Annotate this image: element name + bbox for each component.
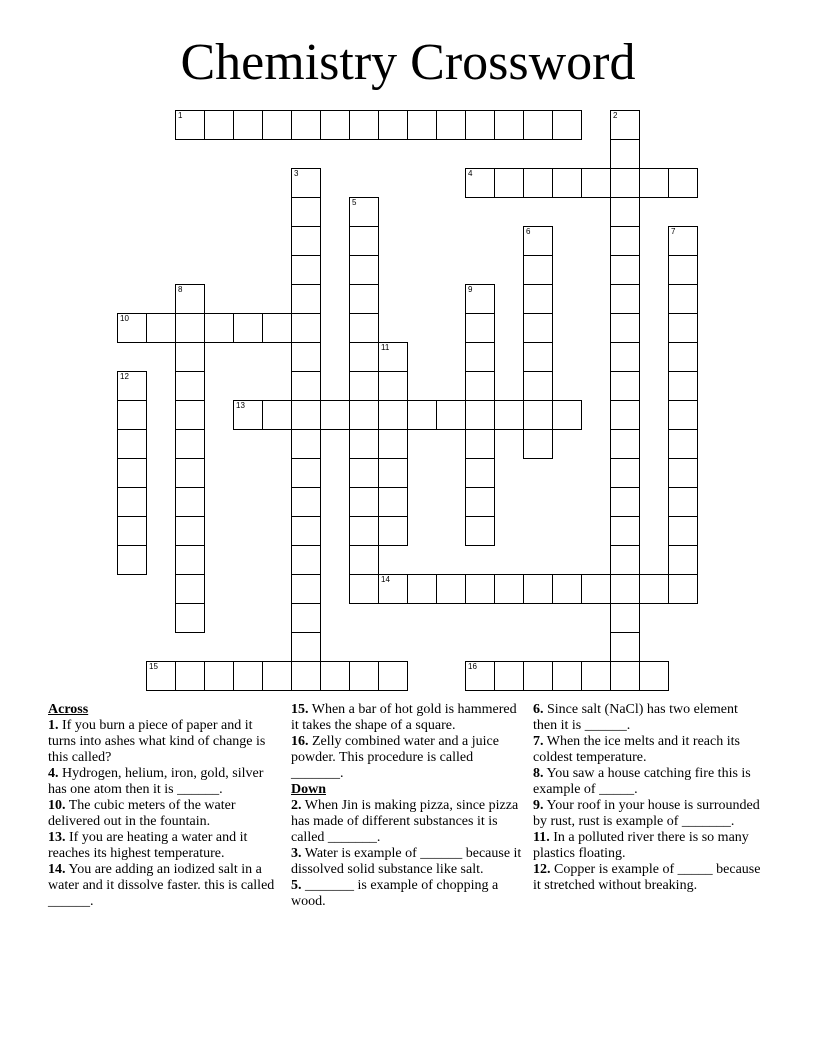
crossword-cell[interactable] [378,110,408,140]
crossword-cell[interactable] [610,516,640,546]
clue-number-label: 16. [291,734,309,749]
down-clue [533,702,765,734]
clue-number-label: 14. [48,862,66,877]
crossword-cell[interactable] [668,255,698,285]
crossword-cell[interactable] [610,429,640,459]
clue-column-3 [533,702,765,894]
crossword-cell[interactable] [581,661,611,691]
crossword-cell[interactable] [494,661,524,691]
crossword-cell[interactable] [349,226,379,256]
clue-text: When the ice melts and it reach its coldest temperature. [533,734,740,765]
crossword-cell[interactable] [291,255,321,285]
clue-number: 6 [526,227,531,236]
clue-text: You saw a house catching fire this is example of _____. [533,766,751,797]
crossword-cell[interactable] [291,545,321,575]
clue-number: 2 [613,111,618,120]
crossword-cell[interactable] [349,574,379,604]
crossword-cell[interactable] [552,110,582,140]
crossword-cell[interactable] [523,429,553,459]
crossword-cell[interactable] [117,429,147,459]
across-clue [48,766,280,798]
crossword-cell[interactable] [349,516,379,546]
crossword-cell[interactable] [523,168,553,198]
clue-column-2 [291,702,523,910]
crossword-cell[interactable] [639,661,669,691]
crossword-cell[interactable] [117,516,147,546]
crossword-cell[interactable] [175,487,205,517]
crossword-cell[interactable] [465,429,495,459]
crossword-cell[interactable] [349,487,379,517]
crossword-cell[interactable] [668,371,698,401]
crossword-cell[interactable] [378,516,408,546]
clue-number-label: 3. [291,846,302,861]
crossword-cell[interactable] [610,284,640,314]
crossword-cell[interactable] [465,313,495,343]
crossword-cell[interactable] [349,371,379,401]
crossword-cell[interactable] [407,400,437,430]
clue-number-label: 9. [533,798,544,813]
crossword-cell[interactable] [465,487,495,517]
crossword-cell[interactable] [291,574,321,604]
crossword-cell[interactable] [581,168,611,198]
down-clue [533,862,765,894]
crossword-cell[interactable] [407,110,437,140]
crossword-cell[interactable] [610,632,640,662]
crossword-cell[interactable] [175,516,205,546]
clue-number: 7 [671,227,676,236]
crossword-cell[interactable] [610,458,640,488]
clue-number-label: 10. [48,798,66,813]
crossword-cell[interactable] [436,574,466,604]
crossword-cell[interactable] [349,197,379,227]
crossword-cell[interactable] [552,400,582,430]
crossword-cell[interactable] [668,342,698,372]
crossword-cell[interactable] [465,168,495,198]
crossword-cell[interactable] [523,255,553,285]
crossword-cell[interactable] [552,574,582,604]
crossword-cell[interactable] [291,632,321,662]
crossword-cell[interactable] [668,516,698,546]
crossword-cell[interactable] [378,458,408,488]
crossword-cell[interactable] [349,313,379,343]
crossword-cell[interactable] [436,400,466,430]
crossword-cell[interactable] [610,603,640,633]
crossword-cell[interactable] [523,574,553,604]
across-clue [291,702,523,734]
clue-text: In a polluted river there is so many plastics floating. [533,830,749,861]
crossword-cell[interactable] [610,139,640,169]
crossword-cell[interactable] [465,400,495,430]
crossword-cell[interactable] [146,313,176,343]
crossword-cell[interactable] [291,400,321,430]
crossword-cell[interactable] [233,400,263,430]
crossword-cell[interactable] [291,342,321,372]
crossword-cell[interactable] [349,255,379,285]
clue-text: Hydrogen, helium, iron, gold, silver has one atom then it is ______. [48,766,264,797]
crossword-cell[interactable] [523,371,553,401]
crossword-cell[interactable] [175,313,205,343]
crossword-cell[interactable] [349,458,379,488]
clue-text: Zelly combined water and a juice powder. This procedure is called _______. [291,734,499,781]
crossword-cell[interactable] [204,313,234,343]
crossword-cell[interactable] [349,110,379,140]
crossword-cell[interactable] [523,226,553,256]
down-clue [291,878,523,910]
clue-number: 4 [468,169,473,178]
crossword-cell[interactable] [523,400,553,430]
crossword-cell[interactable] [465,661,495,691]
crossword-cell[interactable] [610,661,640,691]
clue-number: 16 [468,662,477,671]
crossword-cell[interactable] [175,545,205,575]
clue-number: 3 [294,169,299,178]
clue-number: 15 [149,662,158,671]
crossword-cell[interactable] [117,400,147,430]
crossword-cell[interactable] [378,487,408,517]
clue-number-label: 4. [48,766,59,781]
clue-text: Water is example of ______ because it dissolved solid substance like salt. [291,846,522,877]
across-clue [291,734,523,782]
clue-text: _______ is example of chopping a wood. [291,878,499,909]
clue-number: 1 [178,111,183,120]
crossword-cell[interactable] [494,110,524,140]
crossword-cell[interactable] [291,110,321,140]
crossword-cell[interactable] [233,110,263,140]
crossword-cell[interactable] [349,342,379,372]
crossword-cell[interactable] [175,603,205,633]
crossword-cell[interactable] [668,458,698,488]
down-clue [291,798,523,846]
crossword-cell[interactable] [262,400,292,430]
crossword-cell[interactable] [320,661,350,691]
clue-text: You are adding an iodized salt in a water and it dissolve faster. this is called ______. [48,862,275,909]
crossword-cell[interactable] [262,661,292,691]
crossword-cell[interactable] [175,400,205,430]
crossword-cell[interactable] [465,574,495,604]
crossword-cell[interactable] [668,487,698,517]
crossword-cell[interactable] [349,400,379,430]
clue-text: When a bar of hot gold is hammered it takes the shape of a square. [291,702,517,733]
crossword-cell[interactable] [610,400,640,430]
crossword-cell[interactable] [117,313,147,343]
clue-number: 8 [178,285,183,294]
crossword-cell[interactable] [639,168,669,198]
crossword-cell[interactable] [668,168,698,198]
crossword-cell[interactable] [117,545,147,575]
crossword-cell[interactable] [175,342,205,372]
page-title: Chemistry Crossword [180,34,636,91]
clue-number-label: 6. [533,702,544,717]
crossword-cell[interactable] [552,168,582,198]
crossword-cell[interactable] [465,371,495,401]
clue-text: The cubic meters of the water delivered out in the fountain. [48,798,236,829]
clue-number-label: 7. [533,734,544,749]
crossword-cell[interactable] [175,110,205,140]
crossword-cell[interactable] [291,516,321,546]
crossword-cell[interactable] [349,429,379,459]
clue-number: 11 [381,343,390,352]
crossword-cell[interactable] [204,661,234,691]
down-heading: Down [291,782,327,797]
crossword-cell[interactable] [465,516,495,546]
crossword-cell[interactable] [523,313,553,343]
crossword-cell[interactable] [117,458,147,488]
crossword-cell[interactable] [175,429,205,459]
clue-column-1 [48,702,280,910]
crossword-cell[interactable] [291,226,321,256]
clue-number-label: 15. [291,702,309,717]
clue-number-label: 5. [291,878,302,893]
crossword-cell[interactable] [668,313,698,343]
crossword-cell[interactable] [668,284,698,314]
crossword-cell[interactable] [668,400,698,430]
clue-number-label: 8. [533,766,544,781]
crossword-cell[interactable] [494,574,524,604]
clue-number-label: 13. [48,830,66,845]
crossword-cell[interactable] [146,661,176,691]
crossword-cell[interactable] [291,168,321,198]
crossword-cell[interactable] [175,661,205,691]
crossword-cell[interactable] [349,284,379,314]
clue-number-label: 12. [533,862,551,877]
crossword-cell[interactable] [610,342,640,372]
crossword-cell[interactable] [378,400,408,430]
crossword-cell[interactable] [349,661,379,691]
crossword-cell[interactable] [494,400,524,430]
crossword-cell[interactable] [465,284,495,314]
crossword-cell[interactable] [320,110,350,140]
across-clue [48,718,280,766]
down-clue [533,766,765,798]
crossword-cell[interactable] [465,458,495,488]
crossword-cell[interactable] [291,313,321,343]
crossword-cell[interactable] [494,168,524,198]
crossword-cell[interactable] [175,458,205,488]
crossword-cell[interactable] [668,574,698,604]
across-clue [48,798,280,830]
crossword-cell[interactable] [262,313,292,343]
crossword-cell[interactable] [523,342,553,372]
clue-number: 14 [381,575,390,584]
crossword-cell[interactable] [233,313,263,343]
crossword-cell[interactable] [204,110,234,140]
crossword-cell[interactable] [117,371,147,401]
crossword-cell[interactable] [262,110,292,140]
crossword-cell[interactable] [465,342,495,372]
crossword-cell[interactable] [610,110,640,140]
crossword-cell[interactable] [291,661,321,691]
crossword-cell[interactable] [291,603,321,633]
down-clue [533,830,765,862]
crossword-cell[interactable] [610,313,640,343]
crossword-cell[interactable] [610,255,640,285]
crossword-cell[interactable] [349,545,379,575]
crossword-cell[interactable] [552,661,582,691]
down-clue [533,734,765,766]
crossword-cell[interactable] [291,458,321,488]
crossword-cell[interactable] [175,284,205,314]
crossword-cell[interactable] [581,574,611,604]
clue-text: When Jin is making pizza, since pizza has made of different substances it is called _______. [291,798,519,845]
crossword-cell[interactable] [291,371,321,401]
across-clue [48,862,280,910]
crossword-cell[interactable] [668,226,698,256]
crossword-cell[interactable] [610,168,640,198]
crossword-cell[interactable] [523,110,553,140]
crossword-cell[interactable] [610,574,640,604]
clue-text: Your roof in your house is surrounded by rust, rust is example of _______. [533,798,760,829]
clue-number: 9 [468,285,473,294]
crossword-cell[interactable] [610,371,640,401]
clue-text: Copper is example of _____ because it stretched without breaking. [533,862,761,893]
crossword-cell[interactable] [378,429,408,459]
crossword-cell[interactable] [523,284,553,314]
crossword-cell[interactable] [378,574,408,604]
crossword-cell[interactable] [668,545,698,575]
crossword-cell[interactable] [378,371,408,401]
clue-text: Since salt (NaCl) has two element then it is ______. [533,702,738,733]
crossword-cell[interactable] [378,661,408,691]
crossword-cell[interactable] [465,110,495,140]
clue-number-label: 2. [291,798,302,813]
crossword-cell[interactable] [639,574,669,604]
crossword-cell[interactable] [378,342,408,372]
clue-text: If you are heating a water and it reaches its highest temperature. [48,830,248,861]
crossword-cell[interactable] [291,429,321,459]
crossword-cell[interactable] [436,110,466,140]
down-clue [533,798,765,830]
crossword-cell[interactable] [320,400,350,430]
crossword-cell[interactable] [610,226,640,256]
crossword-cell[interactable] [291,197,321,227]
down-clue [291,846,523,878]
clue-number-label: 11. [533,830,550,845]
crossword-cell[interactable] [610,487,640,517]
crossword-cell[interactable] [291,284,321,314]
across-heading: Across [48,702,89,717]
clue-number: 5 [352,198,357,207]
across-clue [48,830,280,862]
crossword-cell[interactable] [668,429,698,459]
clue-number: 10 [120,314,129,323]
clue-number: 13 [236,401,245,410]
clue-text: If you burn a piece of paper and it turns into ashes what kind of change is this called? [48,718,266,765]
crossword-cell[interactable] [291,487,321,517]
clue-number: 12 [120,372,129,381]
crossword-cell[interactable] [175,574,205,604]
clue-number-label: 1. [48,718,59,733]
crossword-cell[interactable] [610,197,640,227]
crossword-cell[interactable] [175,371,205,401]
crossword-cell[interactable] [610,545,640,575]
crossword-cell[interactable] [523,661,553,691]
crossword-cell[interactable] [117,487,147,517]
crossword-cell[interactable] [233,661,263,691]
crossword-cell[interactable] [407,574,437,604]
